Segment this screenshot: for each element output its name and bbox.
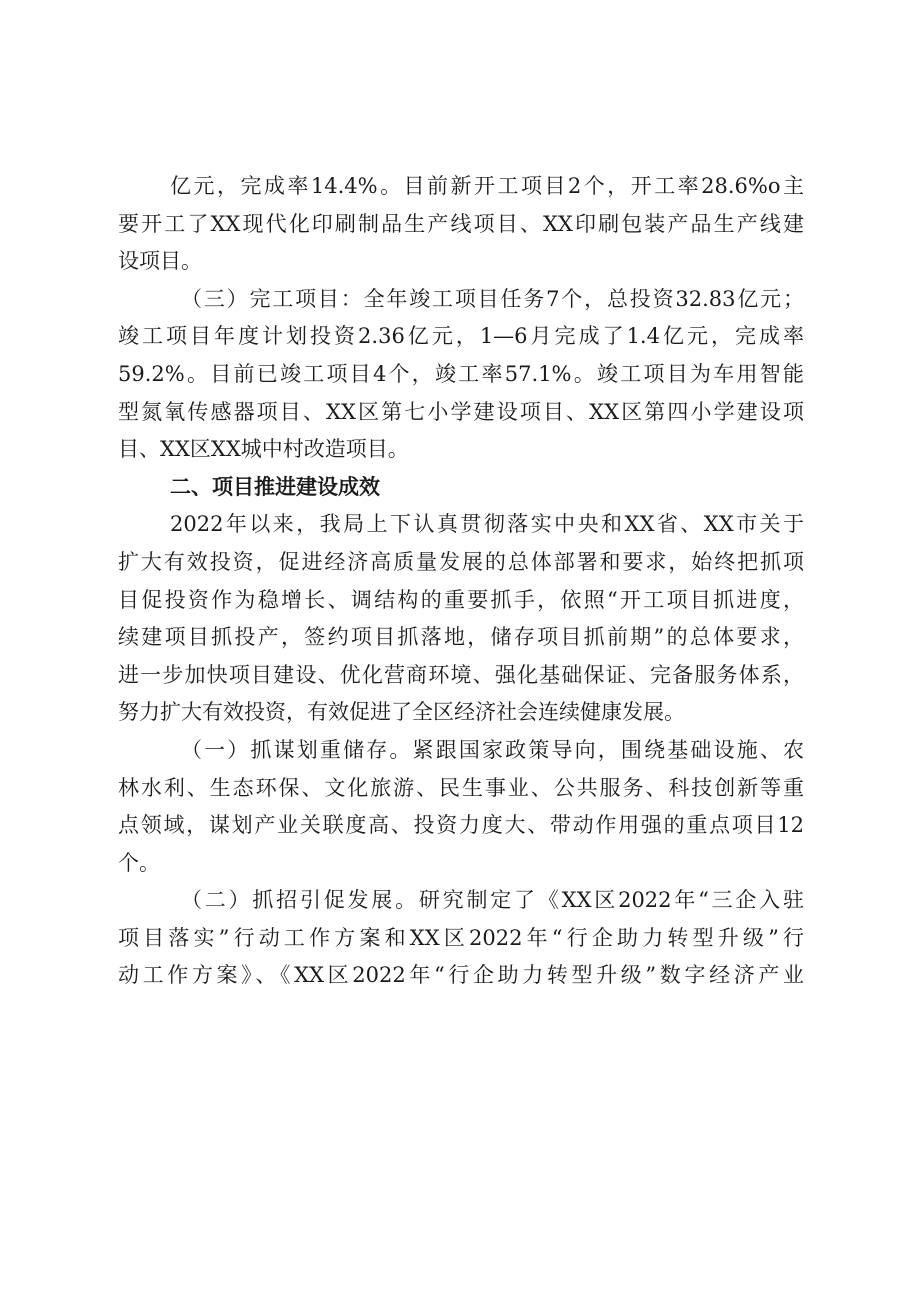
paragraph-5-line-1: （二）抓招引促发展。研究制定了《XX区2022年“三企入驻 xyxy=(181,888,804,913)
paragraph-3-line-1: 2022年以来，我局上下认真贯彻落实中央和XX省、XX市关于 xyxy=(170,512,804,537)
paragraph-1-line-2: 要开工了XX现代化印刷制品生产线项目、XX印刷包装产品生产线建 xyxy=(118,211,804,236)
paragraph-3-line-6: 努力扩大有效投资，有效促进了全区经济社会连续健康发展。 xyxy=(118,700,685,725)
paragraph-1-line-3: 设项目。 xyxy=(118,249,202,274)
document-page xyxy=(118,168,804,995)
paragraph-4-line-4: 个。 xyxy=(118,850,160,875)
paragraph-5-line-3: 动工作方案》、《XX区2022年“行企助力转型升级”数字经济产业 xyxy=(118,963,804,988)
paragraph-2-line-2: 竣工项目年度计划投资2.36亿元，1—6月完成了1.4亿元，完成率 xyxy=(118,324,804,349)
paragraph-3-line-5: 进一步加快项目建设、优化营商环境、强化基础保证、完备服务体系， xyxy=(118,662,804,687)
paragraph-3-line-3: 目促投资作为稳增长、调结构的重要抓手，依照“开工项目抓进度， xyxy=(118,587,804,612)
paragraph-2-line-4: 型氮氧传感器项目、XX区第七小学建设项目、XX区第四小学建设项 xyxy=(118,399,804,424)
paragraph-2-line-1: （三）完工项目：全年竣工项目任务7个，总投资32.83亿元； xyxy=(181,286,804,311)
paragraph-1-line-1: 亿元，完成率14.4%。目前新开工项目2个，开工率28.6%o主 xyxy=(170,174,804,198)
paragraph-3-line-2: 扩大有效投资，促进经济高质量发展的总体部署和要求，始终把抓项 xyxy=(118,549,804,574)
paragraph-4-line-1: （一）抓谋划重储存。紧跟国家政策导向，围绕基础设施、农 xyxy=(181,737,804,762)
paragraph-4-line-3: 点领域，谋划产业关联度高、投资力度大、带动作用强的重点项目12 xyxy=(118,813,804,838)
paragraph-3-line-4: 续建项目抓投产，签约项目抓落地，储存项目抓前期”的总体要求， xyxy=(118,625,804,650)
paragraph-4-line-2: 林水利、生态环保、文化旅游、民生事业、公共服务、科技创新等重 xyxy=(118,775,804,800)
paragraph-2-line-3: 59.2%。目前已竣工项目4个，竣工率57.1%。竣工项目为车用智能 xyxy=(118,361,804,386)
paragraph-2-line-5: 目、XX区XX城中村改造项目。 xyxy=(118,437,409,462)
section-heading: 二、项目推进建设成效 xyxy=(170,474,380,499)
paragraph-5-line-2: 项目落实”行动工作方案和XX区2022年“行企助力转型升级”行 xyxy=(118,925,804,950)
